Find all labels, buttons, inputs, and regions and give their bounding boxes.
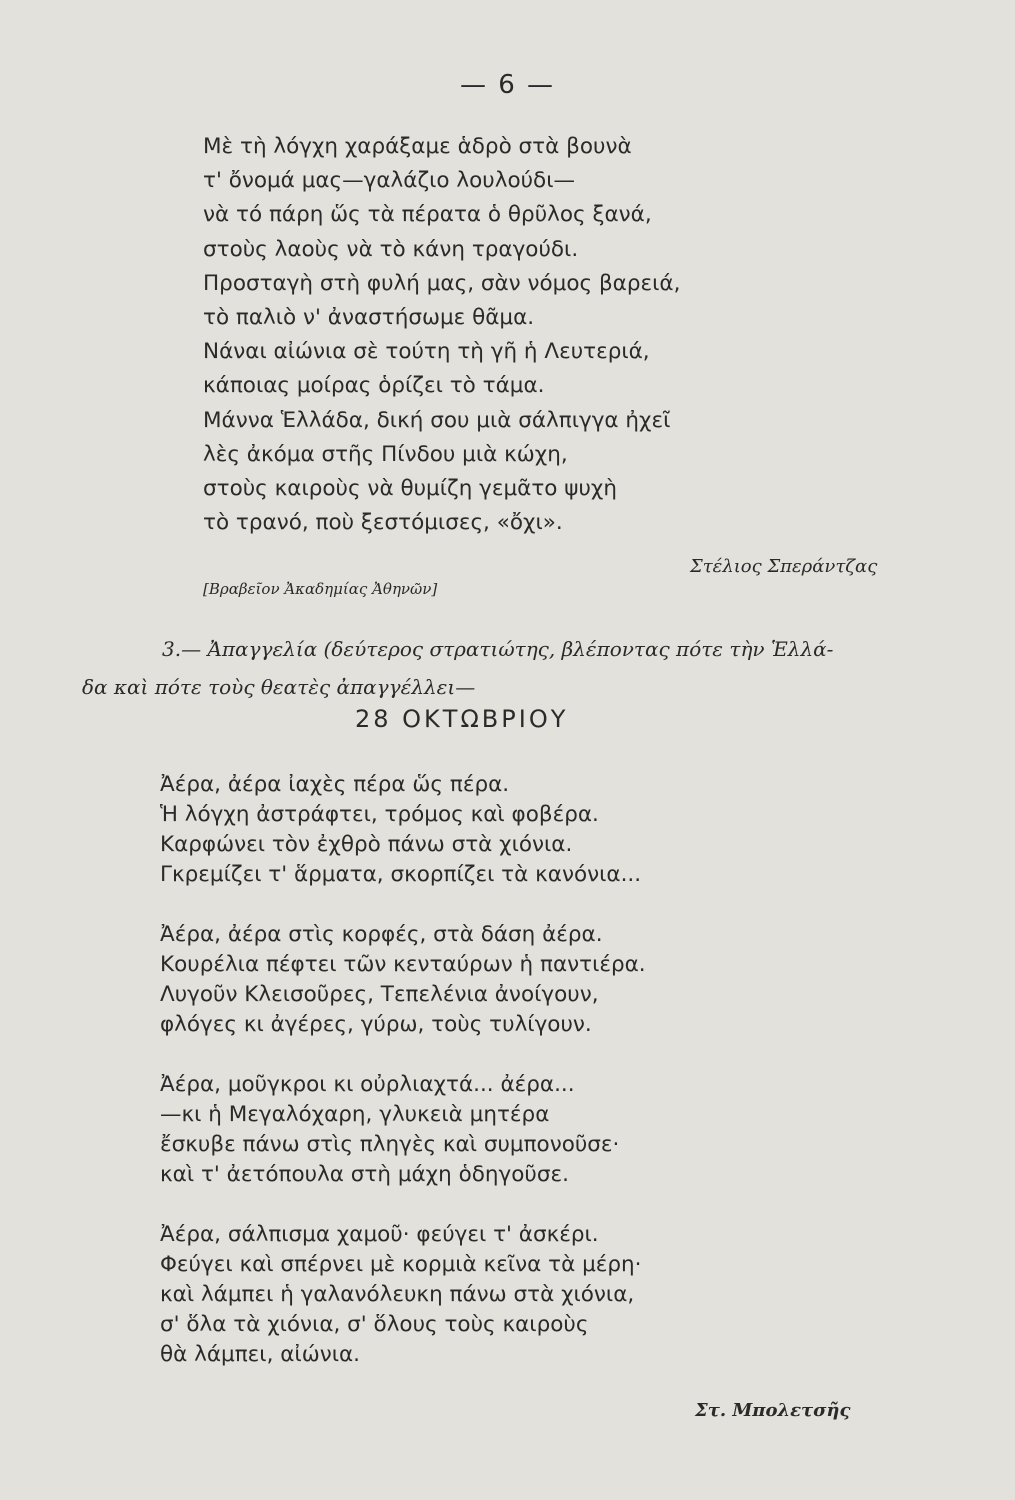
poem-line: ἔσκυβε πάνω στὶς πληγὲς καὶ συμπονοῦσε·	[160, 1132, 620, 1157]
poem-line: Ἀέρα, ἀέρα στὶς κορφές, στὰ δάση ἀέρα.	[160, 922, 603, 947]
stage-direction-line: 3.— Ἀπαγγελία (δεύτερος στρατιώτης, βλέποντας πότε τὴν Ἑλλά-	[162, 637, 834, 661]
poem-first	[203, 130, 680, 540]
stanza	[160, 920, 646, 1040]
page-number: — 6 —	[459, 70, 556, 100]
poem-second-title: 28 ΟΚΤΩΒΡΙΟΥ	[355, 705, 569, 733]
poem-line: Ἀέρα, μοῦγκροι κι οὐρλιαχτά... ἀέρα...	[160, 1072, 575, 1097]
poem-line: σ' ὅλα τὰ χιόνια, σ' ὅλους τοὺς καιροὺς	[160, 1312, 589, 1337]
poem-second-signature: Στ. Μπολετσῆς	[695, 1400, 851, 1421]
poem-line: θὰ λάμπει, αἰώνια.	[160, 1342, 360, 1367]
poem-line: Μὲ τὴ λόγχη χαράξαμε ἁδρὸ στὰ βουνὰ	[203, 134, 632, 159]
stage-direction-line: δα καὶ πότε τοὺς θεατὲς ἀπαγγέλλει—	[82, 675, 476, 699]
poem-line: κάποιας μοίρας ὁρίζει τὸ τάμα.	[203, 373, 545, 399]
poem-line: Ἀέρα, ἀέρα ἰαχὲς πέρα ὥς πέρα.	[160, 772, 510, 797]
poem-line: νὰ τό πάρη ὥς τὰ πέρατα ὁ θρῦλος ξανά,	[203, 202, 652, 228]
stanza	[160, 1220, 646, 1370]
poem-line: φλόγες κι ἀγέρες, γύρω, τοὺς τυλίγουν.	[160, 1012, 592, 1037]
poem-line: —κι ἡ Μεγαλόχαρη, γλυκειὰ μητέρα	[160, 1102, 550, 1127]
poem-line: καὶ λάμπει ἡ γαλανόλευκη πάνω στὰ χιόνια,	[160, 1282, 635, 1307]
poem-line: Μάννα Ἑλλάδα, δική σου μιὰ σάλπιγγα ἠχεῖ	[203, 407, 671, 433]
poem-line: στοὺς καιροὺς νὰ θυμίζη γεμᾶτο ψυχὴ	[203, 476, 617, 502]
poem-line: Ἀέρα, σάλπισμα χαμοῦ· φεύγει τ' ἀσκέρι.	[160, 1222, 599, 1247]
poem-line: Λυγοῦν Κλεισοῦρες, Τεπελένια ἀνοίγουν,	[160, 982, 599, 1007]
stage-direction	[82, 630, 952, 706]
poem-line: στοὺς λαοὺς νὰ τὸ κάνη τραγούδι.	[203, 236, 579, 262]
poem-line: Φεύγει καὶ σπέρνει μὲ κορμιὰ κεῖνα τὰ μέρη·	[160, 1252, 642, 1277]
poem-first-signature: Στέλιος Σπεράντζας	[690, 556, 878, 577]
poem-first-source: [Βραβεῖον Ἀκαδημίας Ἀθηνῶν]	[203, 580, 438, 598]
poem-line: τ' ὄνομά μας—γαλάζιο λουλούδι—	[203, 168, 575, 194]
poem-line: Ἡ λόγχη ἀστράφτει, τρόμος καὶ φοβέρα.	[160, 802, 599, 827]
poem-line: τὸ τρανό, ποὺ ξεστόμισες, «ὄχι».	[203, 510, 563, 536]
poem-line: καὶ τ' ἀετόπουλα στὴ μάχη ὁδηγοῦσε.	[160, 1162, 569, 1187]
poem-line: Καρφώνει τὸν ἐχθρὸ πάνω στὰ χιόνια.	[160, 832, 573, 857]
poem-line: λὲς ἀκόμα στῆς Πίνδου μιὰ κώχη,	[203, 441, 568, 467]
poem-line: τὸ παλιὸ ν' ἀναστήσωμε θᾶμα.	[203, 305, 535, 331]
poem-line: Προσταγὴ στὴ φυλή μας, σὰν νόμος βαρειά,	[203, 270, 681, 296]
stanza	[160, 770, 646, 890]
poem-line: Κουρέλια πέφτει τῶν κενταύρων ἡ παντιέρα.	[160, 952, 646, 977]
poem-line: Νάναι αἰώνια σὲ τούτη τὴ γῆ ἡ Λευτεριά,	[203, 339, 650, 365]
stanza	[160, 1070, 646, 1190]
poem-line: Γκρεμίζει τ' ἅρματα, σκορπίζει τὰ κανόνια...	[160, 862, 642, 887]
poem-second	[160, 770, 646, 1400]
